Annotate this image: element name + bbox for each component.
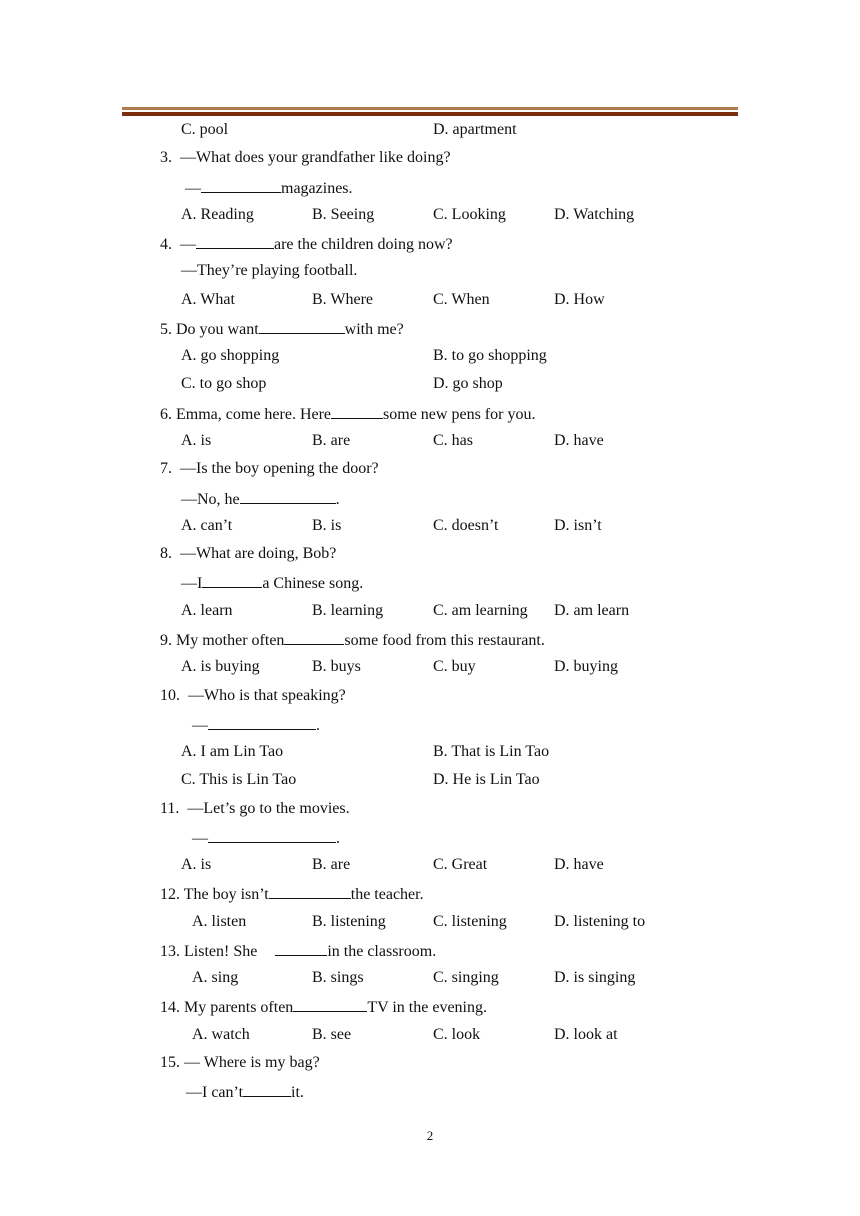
option-c: C. Looking bbox=[433, 206, 506, 223]
answer-blank bbox=[243, 1081, 291, 1097]
question-stem: 9. My mother often some food from this restaurant. bbox=[160, 629, 545, 651]
answer-blank bbox=[196, 233, 274, 249]
option-b: B. sings bbox=[312, 969, 364, 986]
option-d: D. isn’t bbox=[554, 517, 602, 534]
option-d: D. look at bbox=[554, 1026, 618, 1043]
question-stem: 4. — are the children doing now? bbox=[160, 233, 453, 255]
answer-blank bbox=[275, 940, 327, 956]
answer-line: — . bbox=[192, 714, 320, 736]
option-a: A. I am Lin Tao bbox=[181, 743, 284, 760]
option-c: C. has bbox=[433, 432, 473, 449]
option-d: D. How bbox=[554, 291, 605, 308]
question-stem: 7. —Is the boy opening the door? bbox=[160, 460, 379, 477]
option-c: C. Great bbox=[433, 856, 488, 873]
option-b: B. are bbox=[312, 432, 351, 449]
question-stem: 12. The boy isn’t the teacher. bbox=[160, 883, 424, 905]
option-d: D. have bbox=[554, 432, 604, 449]
option-a: A. is bbox=[181, 432, 212, 449]
question-stem: 15. — Where is my bag? bbox=[160, 1054, 320, 1071]
option-c: C. look bbox=[433, 1026, 481, 1043]
question-stem: 6. Emma, come here. Here some new pens for you. bbox=[160, 403, 535, 425]
option-c: C. pool bbox=[181, 121, 229, 138]
question-stem: 8. —What are doing, Bob? bbox=[160, 545, 337, 562]
option-d: D. is singing bbox=[554, 969, 636, 986]
option-c: C. doesn’t bbox=[433, 517, 499, 534]
option-b: B. are bbox=[312, 856, 351, 873]
option-a: A. is buying bbox=[181, 658, 260, 675]
option-b: B. Seeing bbox=[312, 206, 375, 223]
answer-blank bbox=[208, 827, 336, 843]
option-d: D. am learn bbox=[554, 602, 630, 619]
option-a: A. go shopping bbox=[181, 347, 280, 364]
option-c: C. This is Lin Tao bbox=[181, 771, 297, 788]
answer-blank bbox=[284, 629, 344, 645]
answer-line: — magazines. bbox=[185, 177, 353, 199]
option-a: A. is bbox=[181, 856, 212, 873]
question-stem: 3. —What does your grandfather like doing? bbox=[160, 149, 451, 166]
option-c: C. am learning bbox=[433, 602, 528, 619]
option-a: A. learn bbox=[181, 602, 233, 619]
option-c: C. When bbox=[433, 291, 490, 308]
option-a: A. sing bbox=[192, 969, 239, 986]
option-c: C. listening bbox=[433, 913, 507, 930]
question-stem: 14. My parents often TV in the evening. bbox=[160, 996, 487, 1018]
answer-blank bbox=[331, 403, 383, 419]
option-a: A. watch bbox=[192, 1026, 250, 1043]
question-stem: 13. Listen! She in the classroom. bbox=[160, 940, 436, 962]
option-a: A. What bbox=[181, 291, 235, 308]
answer-line: —They’re playing football. bbox=[181, 262, 358, 279]
answer-line: —I a Chinese song. bbox=[181, 572, 363, 594]
option-b: B. to go shopping bbox=[433, 347, 547, 364]
answer-blank bbox=[208, 714, 316, 730]
option-d: D. apartment bbox=[433, 121, 517, 138]
answer-blank bbox=[202, 572, 262, 588]
question-stem: 11. —Let’s go to the movies. bbox=[160, 800, 350, 817]
option-c: C. singing bbox=[433, 969, 499, 986]
answer-blank bbox=[201, 177, 281, 193]
option-d: D. He is Lin Tao bbox=[433, 771, 540, 788]
option-a: A. can’t bbox=[181, 517, 233, 534]
page-number: 2 bbox=[426, 1128, 434, 1143]
option-d: D. buying bbox=[554, 658, 618, 675]
option-b: B. see bbox=[312, 1026, 352, 1043]
header-rule-thin bbox=[122, 107, 738, 110]
option-c: C. buy bbox=[433, 658, 476, 675]
option-b: B. learning bbox=[312, 602, 384, 619]
header-rule-thick bbox=[122, 112, 738, 116]
answer-blank bbox=[259, 318, 345, 334]
option-b: B. is bbox=[312, 517, 342, 534]
option-b: B. That is Lin Tao bbox=[433, 743, 550, 760]
answer-line: —I can’t it. bbox=[186, 1081, 304, 1103]
question-stem: 5. Do you want with me? bbox=[160, 318, 404, 340]
answer-line: — . bbox=[192, 827, 340, 849]
option-c: C. to go shop bbox=[181, 375, 267, 392]
option-b: B. buys bbox=[312, 658, 361, 675]
answer-line: —No, he . bbox=[181, 488, 340, 510]
option-a: A. listen bbox=[192, 913, 247, 930]
option-d: D. go shop bbox=[433, 375, 503, 392]
option-b: B. Where bbox=[312, 291, 374, 308]
question-stem: 10. —Who is that speaking? bbox=[160, 687, 346, 704]
answer-blank bbox=[293, 996, 367, 1012]
option-d: D. listening to bbox=[554, 913, 646, 930]
answer-blank bbox=[269, 883, 351, 899]
option-d: D. have bbox=[554, 856, 604, 873]
option-a: A. Reading bbox=[181, 206, 254, 223]
option-b: B. listening bbox=[312, 913, 386, 930]
option-d: D. Watching bbox=[554, 206, 635, 223]
answer-blank bbox=[240, 488, 336, 504]
